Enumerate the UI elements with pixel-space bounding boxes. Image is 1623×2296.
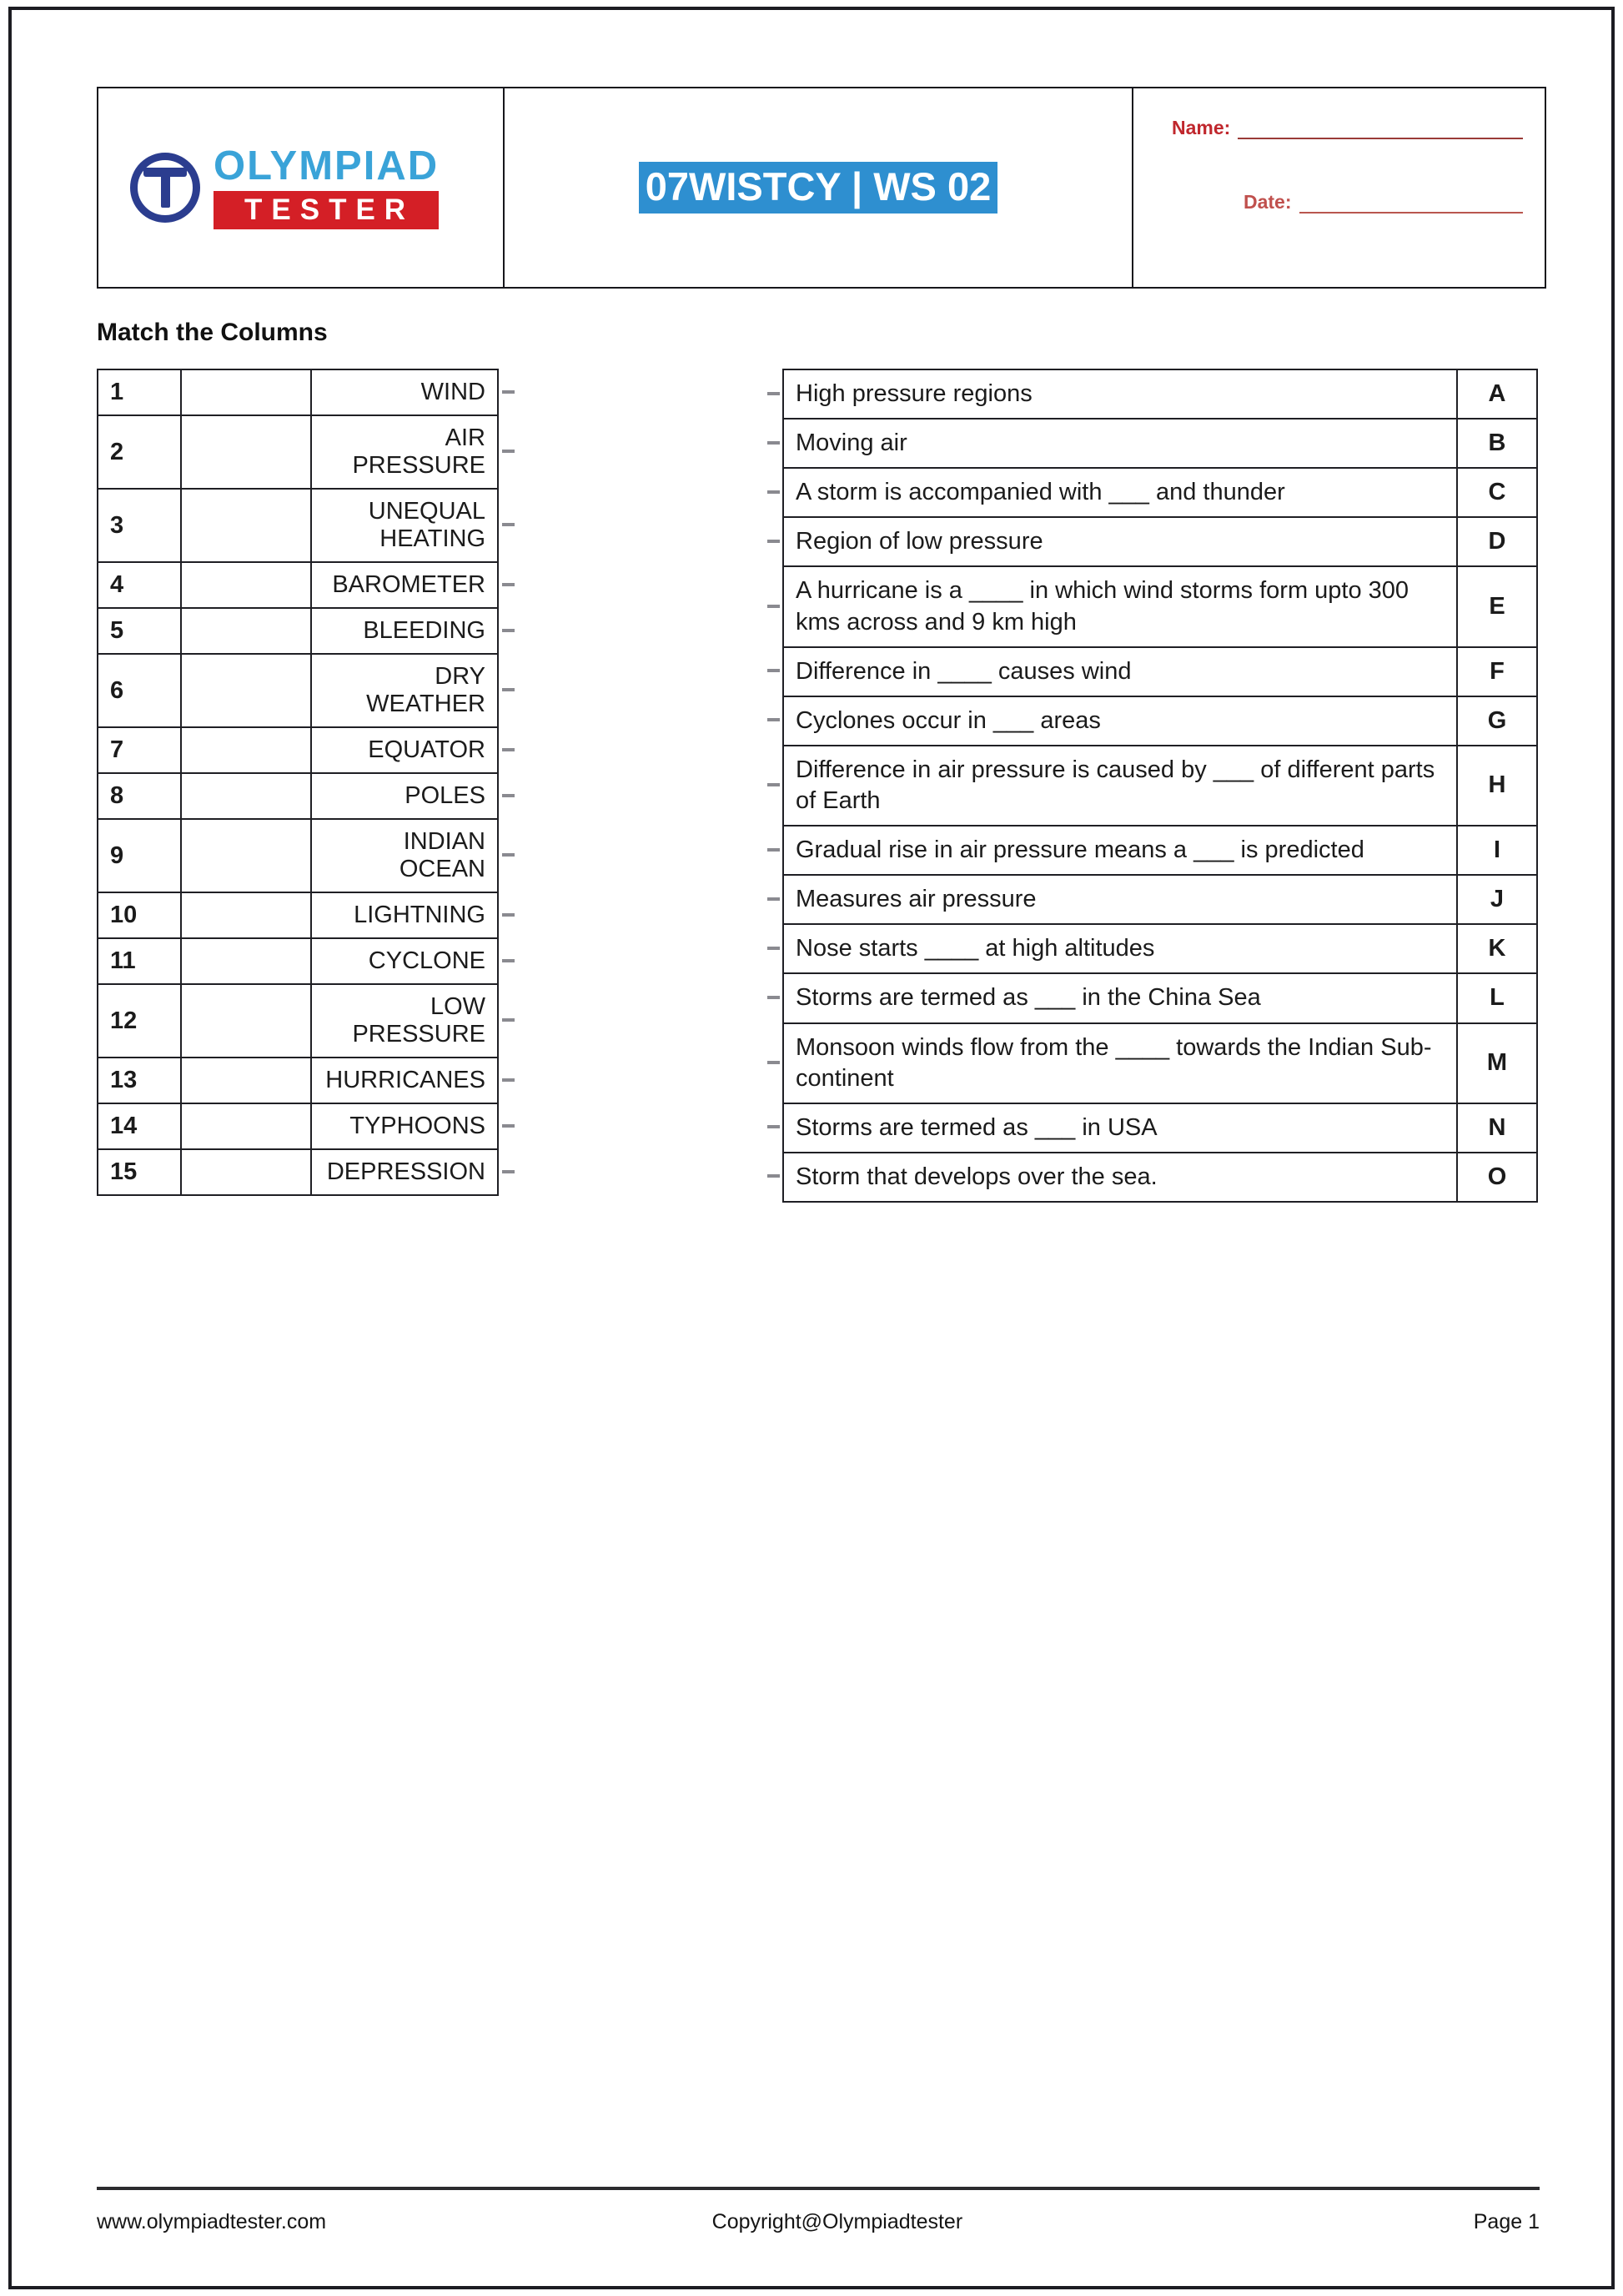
- dash-icon: [502, 1078, 515, 1082]
- right-item-description: A hurricane is a ____ in which wind storms form upto 300 kms across and 9 km high: [783, 566, 1457, 646]
- left-item-answer-box[interactable]: [181, 608, 311, 654]
- table-row: [783, 1153, 1537, 1202]
- footer-page-number: Page 1: [1473, 2210, 1540, 2233]
- right-row-connector: [764, 745, 782, 825]
- dash-icon: [502, 748, 515, 751]
- left-item-number: 7: [98, 727, 181, 773]
- dash-icon: [502, 959, 515, 962]
- dash-icon: [502, 1170, 515, 1173]
- right-row-connector: [764, 565, 782, 646]
- right-item-letter: L: [1457, 973, 1537, 1022]
- right-item-letter: K: [1457, 924, 1537, 973]
- right-row-connector: [764, 467, 782, 516]
- right-item-letter: D: [1457, 517, 1537, 566]
- table-row: [98, 654, 498, 727]
- right-item-letter: C: [1457, 468, 1537, 517]
- table-row: [98, 1149, 498, 1195]
- date-label: Date:: [1244, 191, 1292, 213]
- right-item-letter: B: [1457, 419, 1537, 468]
- left-row-connector: [499, 414, 517, 488]
- left-row-connector: [499, 369, 517, 414]
- left-row-connector: [499, 818, 517, 892]
- left-row-connector: [499, 653, 517, 726]
- name-label: Name:: [1172, 117, 1231, 138]
- table-row: [783, 826, 1537, 875]
- table-row: [98, 727, 498, 773]
- worksheet-content: [97, 87, 1540, 1203]
- left-item-number: 2: [98, 415, 181, 489]
- right-item-letter: H: [1457, 746, 1537, 826]
- footer-divider: [97, 2187, 1540, 2190]
- dash-icon: [502, 1018, 515, 1022]
- left-item-number: 13: [98, 1058, 181, 1103]
- dash-icon: [767, 669, 780, 672]
- right-row-connector: [764, 1103, 782, 1152]
- left-item-term: BAROMETER: [311, 562, 498, 608]
- left-item-answer-box[interactable]: [181, 727, 311, 773]
- left-item-term: DRY WEATHER: [311, 654, 498, 727]
- olympiad-tester-logo: [98, 143, 503, 229]
- left-item-term: POLES: [311, 773, 498, 819]
- right-item-description: Nose starts ____ at high altitudes: [783, 924, 1457, 973]
- right-item-letter: N: [1457, 1103, 1537, 1153]
- left-item-answer-box[interactable]: [181, 415, 311, 489]
- left-item-term: DEPRESSION: [311, 1149, 498, 1195]
- dash-icon: [767, 490, 780, 494]
- dash-icon: [767, 540, 780, 543]
- left-row-connector: [499, 937, 517, 983]
- dash-icon: [767, 1061, 780, 1064]
- match-the-columns-area: [97, 369, 1540, 1203]
- left-row-connector: [499, 488, 517, 561]
- date-field-row[interactable]: [1172, 191, 1523, 214]
- right-item-letter: E: [1457, 566, 1537, 646]
- right-row-connector: [764, 418, 782, 467]
- left-item-number: 11: [98, 938, 181, 984]
- dash-icon: [502, 390, 515, 394]
- table-row: [98, 773, 498, 819]
- table-row: [98, 608, 498, 654]
- table-row: [98, 562, 498, 608]
- title-cell: [504, 88, 1133, 288]
- table-row: [783, 369, 1537, 419]
- name-input-line[interactable]: [1238, 121, 1523, 139]
- left-item-answer-box[interactable]: [181, 489, 311, 562]
- right-dash-column: [764, 369, 782, 1201]
- left-item-number: 6: [98, 654, 181, 727]
- right-item-description: Monsoon winds flow from the ____ towards the Indian Sub-continent: [783, 1023, 1457, 1103]
- table-row: [98, 892, 498, 938]
- dash-icon: [502, 450, 515, 453]
- table-row: [783, 566, 1537, 646]
- dash-icon: [767, 783, 780, 786]
- table-row: [98, 984, 498, 1058]
- right-item-description: Storm that develops over the sea.: [783, 1153, 1457, 1202]
- table-row: [783, 696, 1537, 746]
- right-row-connector: [764, 923, 782, 972]
- dash-icon: [767, 392, 780, 395]
- right-column-table: [782, 369, 1538, 1203]
- table-row: [783, 419, 1537, 468]
- left-item-number: 12: [98, 984, 181, 1058]
- right-row-connector: [764, 825, 782, 874]
- left-item-answer-box[interactable]: [181, 773, 311, 819]
- right-row-connector: [764, 369, 782, 418]
- left-item-number: 9: [98, 819, 181, 892]
- left-item-answer-box[interactable]: [181, 892, 311, 938]
- right-item-letter: J: [1457, 875, 1537, 924]
- left-item-term: WIND: [311, 369, 498, 415]
- right-row-connector: [764, 1022, 782, 1103]
- worksheet-page: [8, 7, 1615, 2289]
- header-table: [97, 87, 1546, 289]
- dash-icon: [767, 947, 780, 950]
- left-item-term: LOW PRESSURE: [311, 984, 498, 1058]
- dash-icon: [767, 996, 780, 999]
- left-row-connector: [499, 983, 517, 1057]
- right-row-connector: [764, 972, 782, 1022]
- student-info-cell: [1133, 88, 1545, 288]
- section-heading: Match the Columns: [97, 319, 328, 346]
- left-row-connector: [499, 772, 517, 818]
- table-row: [98, 415, 498, 489]
- dash-icon: [767, 441, 780, 445]
- left-row-connector: [499, 607, 517, 653]
- table-row: [98, 819, 498, 892]
- right-item-description: Gradual rise in air pressure means a ___ is predicted: [783, 826, 1457, 875]
- left-item-term: BLEEDING: [311, 608, 498, 654]
- table-row: [783, 875, 1537, 924]
- left-item-term: INDIAN OCEAN: [311, 819, 498, 892]
- left-item-term: EQUATOR: [311, 727, 498, 773]
- right-item-description: Difference in ____ causes wind: [783, 647, 1457, 696]
- table-row: [98, 369, 498, 415]
- left-row-connector: [499, 1057, 517, 1103]
- left-item-term: HURRICANES: [311, 1058, 498, 1103]
- left-item-answer-box[interactable]: [181, 369, 311, 415]
- logo-tester-text: TESTER: [214, 191, 439, 229]
- left-item-number: 8: [98, 773, 181, 819]
- right-item-description: Region of low pressure: [783, 517, 1457, 566]
- right-item-letter: A: [1457, 369, 1537, 419]
- dash-icon: [502, 913, 515, 917]
- table-row: [98, 489, 498, 562]
- left-item-answer-box[interactable]: [181, 938, 311, 984]
- dash-icon: [767, 897, 780, 901]
- left-item-term: CYCLONE: [311, 938, 498, 984]
- left-item-answer-box[interactable]: [181, 819, 311, 892]
- left-row-connector: [499, 1103, 517, 1148]
- table-row: [783, 647, 1537, 696]
- page-footer: [97, 2187, 1540, 2234]
- dash-icon: [767, 1125, 780, 1128]
- right-item-description: Cyclones occur in ___ areas: [783, 696, 1457, 746]
- right-item-letter: M: [1457, 1023, 1537, 1103]
- name-field-row[interactable]: [1172, 117, 1523, 139]
- footer-copyright: Copyright@Olympiadtester: [711, 2210, 963, 2233]
- right-column-body: [783, 369, 1537, 1202]
- dash-icon: [767, 718, 780, 721]
- table-row: [98, 1103, 498, 1149]
- right-item-letter: I: [1457, 826, 1537, 875]
- left-row-connector: [499, 1148, 517, 1194]
- left-item-answer-box[interactable]: [181, 562, 311, 608]
- right-row-connector: [764, 1152, 782, 1201]
- table-row: [783, 517, 1537, 566]
- dash-icon: [502, 523, 515, 526]
- left-item-answer-box[interactable]: [181, 984, 311, 1058]
- dash-icon: [767, 1174, 780, 1178]
- dash-icon: [502, 583, 515, 586]
- table-row: [783, 468, 1537, 517]
- table-row: [98, 938, 498, 984]
- left-item-answer-box[interactable]: [181, 654, 311, 727]
- dash-icon: [502, 1124, 515, 1128]
- table-row: [98, 1058, 498, 1103]
- left-dash-column: [499, 369, 517, 1194]
- dash-icon: [767, 605, 780, 608]
- worksheet-title: 07WISTCY | WS 02: [639, 162, 998, 214]
- right-item-letter: F: [1457, 647, 1537, 696]
- left-item-number: 14: [98, 1103, 181, 1149]
- left-item-term: LIGHTNING: [311, 892, 498, 938]
- table-row: [783, 973, 1537, 1022]
- left-row-connector: [499, 726, 517, 772]
- left-column-table: [97, 369, 499, 1196]
- left-item-number: 1: [98, 369, 181, 415]
- right-item-description: Storms are termed as ___ in USA: [783, 1103, 1457, 1153]
- left-row-connector: [499, 561, 517, 607]
- dash-icon: [502, 688, 515, 691]
- left-item-term: AIR PRESSURE: [311, 415, 498, 489]
- left-item-number: 4: [98, 562, 181, 608]
- right-row-connector: [764, 516, 782, 565]
- clock-t-logo-icon: [127, 149, 204, 226]
- table-row: [783, 924, 1537, 973]
- left-item-answer-box[interactable]: [181, 1149, 311, 1195]
- right-item-description: Measures air pressure: [783, 875, 1457, 924]
- right-item-description: Moving air: [783, 419, 1457, 468]
- left-item-term: TYPHOONS: [311, 1103, 498, 1149]
- table-row: [783, 1023, 1537, 1103]
- left-row-connector: [499, 892, 517, 937]
- right-row-connector: [764, 696, 782, 745]
- logo-olympiad-text: OLYMPIAD: [214, 143, 440, 188]
- left-item-answer-box[interactable]: [181, 1058, 311, 1103]
- table-row: [783, 1103, 1537, 1153]
- right-item-letter: G: [1457, 696, 1537, 746]
- right-row-connector: [764, 646, 782, 696]
- left-item-answer-box[interactable]: [181, 1103, 311, 1149]
- dash-icon: [767, 848, 780, 852]
- right-row-connector: [764, 874, 782, 923]
- left-item-term: UNEQUAL HEATING: [311, 489, 498, 562]
- left-item-number: 15: [98, 1149, 181, 1195]
- right-item-description: A storm is accompanied with ___ and thunder: [783, 468, 1457, 517]
- left-item-number: 5: [98, 608, 181, 654]
- dash-icon: [502, 853, 515, 857]
- logo-cell: [98, 88, 504, 288]
- right-item-letter: O: [1457, 1153, 1537, 1202]
- right-item-description: Storms are termed as ___ in the China Sea: [783, 973, 1457, 1022]
- dash-icon: [502, 794, 515, 797]
- left-item-number: 3: [98, 489, 181, 562]
- footer-website[interactable]: www.olympiadtester.com: [97, 2210, 327, 2233]
- date-input-line[interactable]: [1299, 195, 1523, 214]
- left-column-body: [98, 369, 498, 1195]
- right-item-description: High pressure regions: [783, 369, 1457, 419]
- left-item-number: 10: [98, 892, 181, 938]
- dash-icon: [502, 629, 515, 632]
- right-item-description: Difference in air pressure is caused by ___ of different parts of Earth: [783, 746, 1457, 826]
- table-row: [783, 746, 1537, 826]
